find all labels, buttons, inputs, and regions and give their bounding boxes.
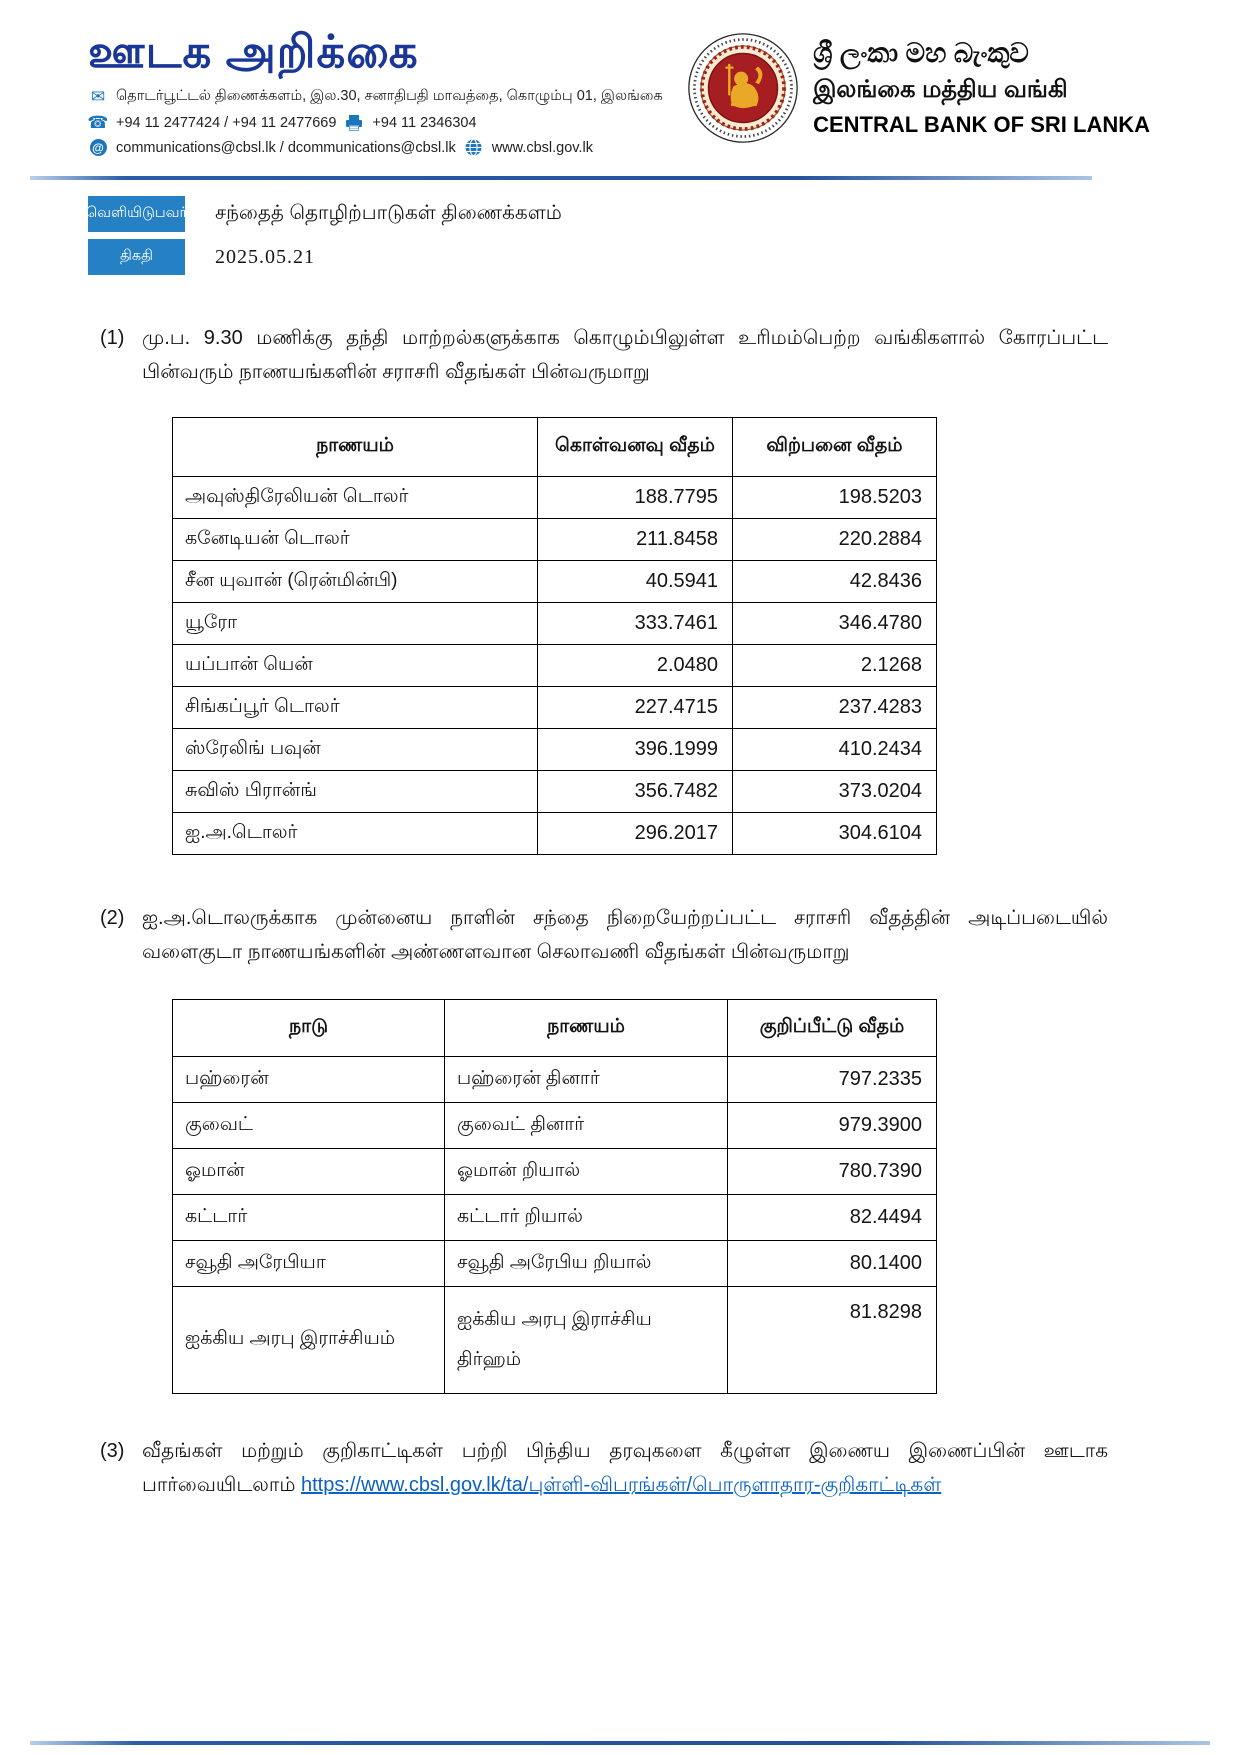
selling-rate: 198.5203 [733,477,937,519]
indicative-rate: 80.1400 [728,1241,937,1287]
selling-rate: 237.4283 [733,687,937,729]
table-row [173,813,937,855]
paragraph-1 [100,321,1108,389]
indicative-rate: 979.3900 [728,1103,937,1149]
currency-name: சுவிஸ் பிரான்ங் [173,771,538,813]
selling-rate: 42.8436 [733,561,937,603]
paragraph-2-number: (2) [100,907,125,930]
contact-emails: communications@cbsl.lk / dcommunications@cbsl.lk [116,139,456,156]
table-row [173,1103,937,1149]
paragraph-3-number: (3) [100,1440,125,1463]
currency-name: கனேடியன் டொலர் [173,519,538,561]
table-row [173,771,937,813]
table-row [173,561,937,603]
currency-name: யப்பான் யென் [173,645,538,687]
buying-rate: 227.4715 [538,687,733,729]
indicative-rate: 81.8298 [728,1287,937,1394]
buying-rate: 40.5941 [538,561,733,603]
bank-identity-block [687,28,1150,144]
paragraph-3-lead-text: வீதங்கள் மற்றும் குறிகாட்டிகள் பற்றி பிந்திய தரவுகளை கீழுள்ள இணைய இணைப்பின் ஊடாக பார்வையிடலாம் [142,1440,1108,1497]
col-header-selling-rate: விற்பனை வீதம் [733,418,937,477]
selling-rate: 2.1268 [733,645,937,687]
at-icon: @ [88,139,108,156]
table-row [173,603,937,645]
table-row [173,1241,937,1287]
table-row [173,1195,937,1241]
col-header-country: நாடு [173,1000,445,1057]
selling-rate: 220.2884 [733,519,937,561]
table-row [173,519,937,561]
paragraph-2-text: ஐ.அ.டொலருக்காக முன்னைய நாளின் சந்தை நிறையேற்றப்பட்ட சராசரி வீதத்தின் அடிப்படையில் வளைகுடா நாணயங்களின் அண்ணளவான செலாவணி வீதங்கள் பின்வருமாறு [142,907,1108,964]
footer-separator-rule [30,1741,1210,1745]
country-name: ஐக்கிய அரபு இராச்சியம் [173,1287,445,1394]
date-value: 2025.05.21 [215,245,315,268]
table-row [173,687,937,729]
table-header-row [173,1000,937,1057]
contact-email-line [88,139,648,156]
buying-rate: 211.8458 [538,519,733,561]
buying-rate: 188.7795 [538,477,733,519]
issued-by-value: சந்தைத் தொழிற்பாடுகள் திணைக்களம் [215,201,562,224]
contact-address-line [88,87,663,107]
country-name: பஹ்ரைன் [173,1057,445,1103]
currency-name: அவுஸ்திரேலியன் டொலர் [173,477,538,519]
bank-names [813,37,1150,138]
masthead-block [87,26,663,162]
paragraph-3 [100,1434,1108,1502]
selling-rate: 410.2434 [733,729,937,771]
col-header-indicative-rate: குறிப்பீட்டு வீதம் [728,1000,937,1057]
table-row [173,729,937,771]
col-header-buying-rate: கொள்வனவு வீதம் [538,418,733,477]
cbsl-seal-logo [687,32,799,144]
indicative-rate: 780.7390 [728,1149,937,1195]
currency-name: சவூதி அரேபிய றியால் [445,1241,728,1287]
contact-phone-line [88,113,648,133]
globe-icon [464,139,484,156]
issued-by-row [85,196,1150,232]
page-header [88,28,1150,162]
cbsl-indicators-link[interactable]: https://www.cbsl.gov.lk/ta/புள்ளி-விபரங்கள்/பொருளாதார-குறிகாட்டிகள் [301,1474,942,1497]
bank-name-sinhala: ශ්‍රී ලංකා මහ බැංකුව [813,38,1029,69]
fax-printer-icon [344,115,364,131]
currency-name: குவைட் தினார் [445,1103,728,1149]
paragraph-1-text: மு.ப. 9.30 மணிக்கு தந்தி மாற்றல்களுக்காக கொழும்பிலுள்ள உரிமம்பெற்ற வங்கிகளால் கோரப்பட்ட பின்வரும் நாணயங்களின் சராசரி வீதங்கள் பின்வருமாறு [142,327,1108,384]
table-row [173,1057,937,1103]
currency-name: ஓமான் றியால் [445,1149,728,1195]
contact-fax: +94 11 2346304 [372,115,477,132]
country-name: குவைட் [173,1103,445,1149]
issued-by-badge: வெளியிடுபவர் [88,196,185,232]
table-header-row [173,418,937,477]
buying-rate: 356.7482 [538,771,733,813]
release-meta [85,196,1150,275]
col-header-currency: நாணயம் [173,418,538,477]
currency-name: யூரோ [173,603,538,645]
buying-rate: 2.0480 [538,645,733,687]
country-name: சவூதி அரேபியா [173,1241,445,1287]
currency-name: கட்டார் றியால் [445,1195,728,1241]
masthead-title: ஊடக அறிக்கை [88,26,419,77]
currency-name: சீன யுவான் (ரென்மின்பி) [173,561,538,603]
exchange-rates-table [172,417,937,855]
table-row [173,477,937,519]
contact-website: www.cbsl.gov.lk [491,139,593,156]
header-separator-rule [30,176,1092,180]
paragraph-2 [100,901,1108,969]
selling-rate: 346.4780 [733,603,937,645]
country-name: கட்டார் [173,1195,445,1241]
date-row [88,239,1150,275]
buying-rate: 396.1999 [538,729,733,771]
table-row [173,645,937,687]
currency-name: சிங்கப்பூர் டொலர் [173,687,538,729]
currency-name: பஹ்ரைன் தினார் [445,1057,728,1103]
country-name: ஓமான் [173,1149,445,1195]
buying-rate: 296.2017 [538,813,733,855]
phone-icon: ☎ [87,113,109,133]
indicative-rate: 797.2335 [728,1057,937,1103]
contact-address: தொடர்பூட்டல் திணைக்களம், இல.30, சனாதிபதி மாவத்தை, கொழும்பு 01, இலங்கை [116,88,663,105]
bank-name-english: CENTRAL BANK OF SRI LANKA [813,112,1150,138]
currency-name: ஸ்ரேலிங் பவுன் [173,729,538,771]
table-row [173,1287,937,1394]
paragraph-1-number: (1) [100,327,125,350]
bank-name-tamil: இலங்கை மத்திய வங்கி [813,76,1068,104]
indicative-rate: 82.4494 [728,1195,937,1241]
selling-rate: 304.6104 [733,813,937,855]
paragraph-3-text [142,1434,1108,1502]
table-row [173,1149,937,1195]
currency-name: ஐ.அ.டொலர் [173,813,538,855]
currency-name: ஐக்கிய அரபு இராச்சிய திர்ஹம் [445,1287,728,1394]
buying-rate: 333.7461 [538,603,733,645]
selling-rate: 373.0204 [733,771,937,813]
gulf-currencies-table [172,999,937,1394]
col-header-currency: நாணயம் [445,1000,728,1057]
contact-phones: +94 11 2477424 / +94 11 2477669 [116,115,337,132]
envelope-icon: ✉ [90,87,106,107]
date-badge: திகதி [88,239,185,275]
